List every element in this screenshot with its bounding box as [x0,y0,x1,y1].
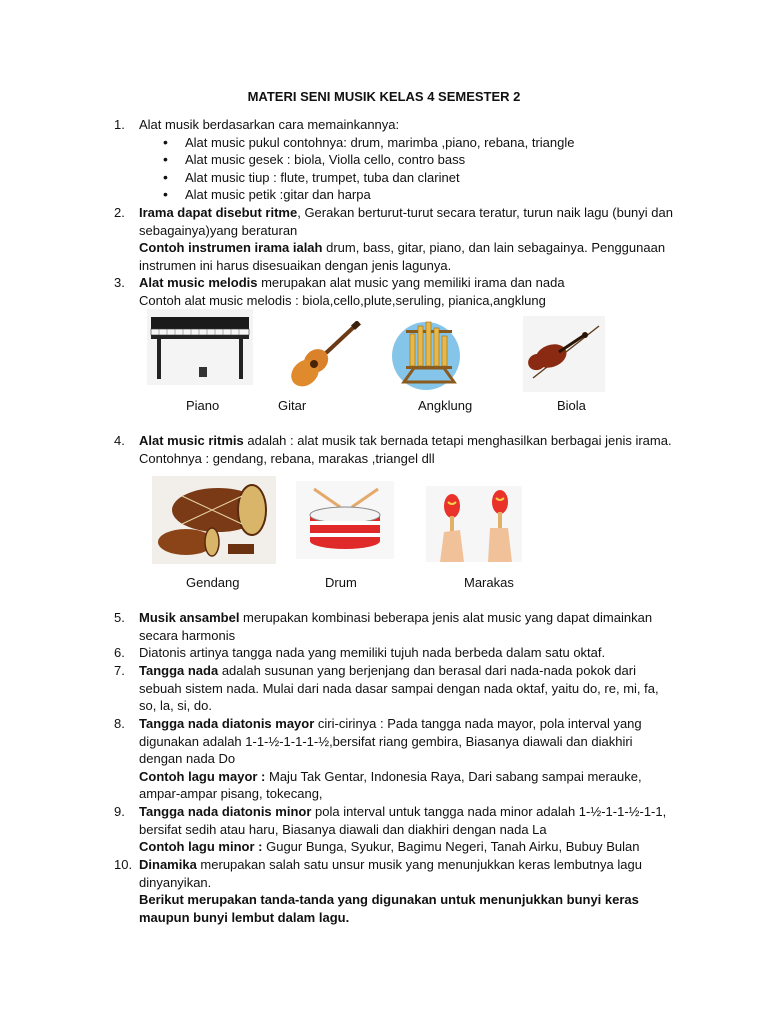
marakas-image [426,486,522,562]
item-number: 9. [114,804,125,819]
angklung-image [390,310,470,394]
item-example-text: drum, bass, gitar, piano, dan lain sebagainya. Penggunaan instrumen ini harus disesuaikan dengan jenis lagunya. [139,240,666,273]
item-bold: Tangga nada [139,663,219,678]
list-item-5 [114,609,679,644]
item-bold: Musik ansambel [139,610,240,625]
item-text-rest: merupakan salah satu unsur musik yang menunjukkan keras lembutnya lagu dinyanyikan. [139,857,642,890]
item-bold: Dinamika [139,857,197,872]
list-item-7 [114,662,679,715]
item-text: Alat musik berdasarkan cara memainkannya: [139,117,400,132]
item-bold: Alat music melodis [139,275,258,290]
item-number: 4. [114,433,125,448]
item-text-rest: adalah : alat musik tak bernada tetapi menghasilkan berbagai jenis irama. [243,433,672,448]
item-number: 7. [114,663,125,678]
item-text-rest: merupakan kombinasi beberapa jenis alat music yang dapat dimainkan secara harmonis [139,610,653,643]
bullet-item: • Alat music tiup : flute, trumpet, tuba dan clarinet [160,169,679,187]
page-title: MATERI SENI MUSIK KELAS 4 SEMESTER 2 [247,89,521,104]
item-example-text: Maju Tak Gentar, Indonesia Raya, Dari sabang sampai merauke, ampar-ampar pisang, tokecang, [139,768,642,802]
item-text-rest: merupakan alat music yang memiliki irama dan nada [257,275,565,290]
guitar-image [290,321,362,387]
list-item-10 [114,856,679,926]
caption-angklung: Angklung [418,398,473,413]
caption-gendang: Gendang [186,575,240,590]
item-example-bold: Berikut merupakan tanda-tanda yang digunakan untuk menunjukkan bunyi keras maupun bunyi lembut dalam lagu. [139,892,639,925]
item-number: 1. [114,117,125,132]
item-number: 3. [114,275,125,290]
item-text [139,715,679,768]
item-example-bold: Contoh lagu minor : [139,839,263,855]
list-item-8 [114,715,679,803]
item-example [139,239,679,274]
item-text-rest: adalah susunan yang berjenjang dan berasal dari nada-nada pokok dari sebuah sistem nada. Mulai dari nada dasar sampai dengan nada oktaf, yaitu do, re, mi, fa, so, la, si, do. [139,663,659,714]
list-item-4 [114,432,679,467]
item-example [139,838,679,856]
list-item-9 [114,803,679,856]
item-text-rest: , Gerakan berturut-turut secara teratur, turun naik lagu (bunyi dan sebagainya)yang beraturan [139,205,673,238]
item-bold: Tangga nada diatonis mayor [139,716,315,731]
item-bold: Tangga nada diatonis minor [139,804,312,819]
list-item-3 [114,274,679,309]
bullet-item: • Alat music petik :gitar dan harpa [160,186,679,204]
item-example: Contohnya : gendang, rebana, marakas ,triangel dll [139,450,435,466]
item-example-text: Gugur Bunga, Syukur, Bagimu Negeri, Tanah Airku, Bubuy Bulan [262,839,640,855]
item-example [139,891,679,926]
item-example-bold: Contoh instrumen irama ialah [139,240,323,256]
violin-image [523,316,605,392]
item-number: 2. [114,205,125,220]
item-text [139,856,679,891]
list-item-6 [114,644,679,662]
item-text [139,274,679,292]
caption-gitar: Gitar [278,398,307,413]
bullet-item: • Alat music pukul contohnya: drum, marimba ,piano, rebana, triangle [160,134,679,152]
caption-biola: Biola [557,398,586,413]
item-example-bold: Contoh lagu mayor : [139,768,266,784]
item-text-rest: ciri-cirinya : Pada tangga nada mayor, pola interval yang digunakan adalah 1-1-½-1-1-1-½,bersifat riang gembira, Biasanya diawali dan diakhiri dengan nada Do [139,716,642,767]
item-number: 10. [114,857,133,872]
item-text: Diatonis artinya tangga nada yang memiliki tujuh nada berbeda dalam satu oktaf. [139,645,606,660]
bullet-list [160,134,679,204]
item-text [139,432,679,450]
list-item-1 [114,116,679,204]
drum-image [296,481,394,559]
item-text [139,803,679,838]
item-bold: Alat music ritmis [139,433,244,448]
list-item-2 [114,204,679,274]
caption-piano: Piano [186,398,220,413]
bullet-item: • Alat music gesek : biola, Violla cello, contro bass [160,151,679,169]
item-number: 8. [114,716,125,731]
caption-marakas: Marakas [464,575,514,590]
item-text-rest: pola interval untuk tangga nada minor adalah 1-½-1-1-½-1-1, bersifat sedih atau haru, Biasanya diawali dan diakhiri dengan nada La [139,804,667,837]
gendang-image [152,476,276,564]
item-text [139,204,679,239]
item-bold: Irama dapat disebut ritme [139,205,298,220]
item-number: 5. [114,610,125,625]
item-number: 6. [114,645,125,660]
item-example: Contoh alat music melodis : biola,cello,plute,seruling, pianica,angklung [139,292,546,308]
piano-image [147,309,253,385]
item-example [139,768,679,803]
caption-drum: Drum [325,575,357,590]
